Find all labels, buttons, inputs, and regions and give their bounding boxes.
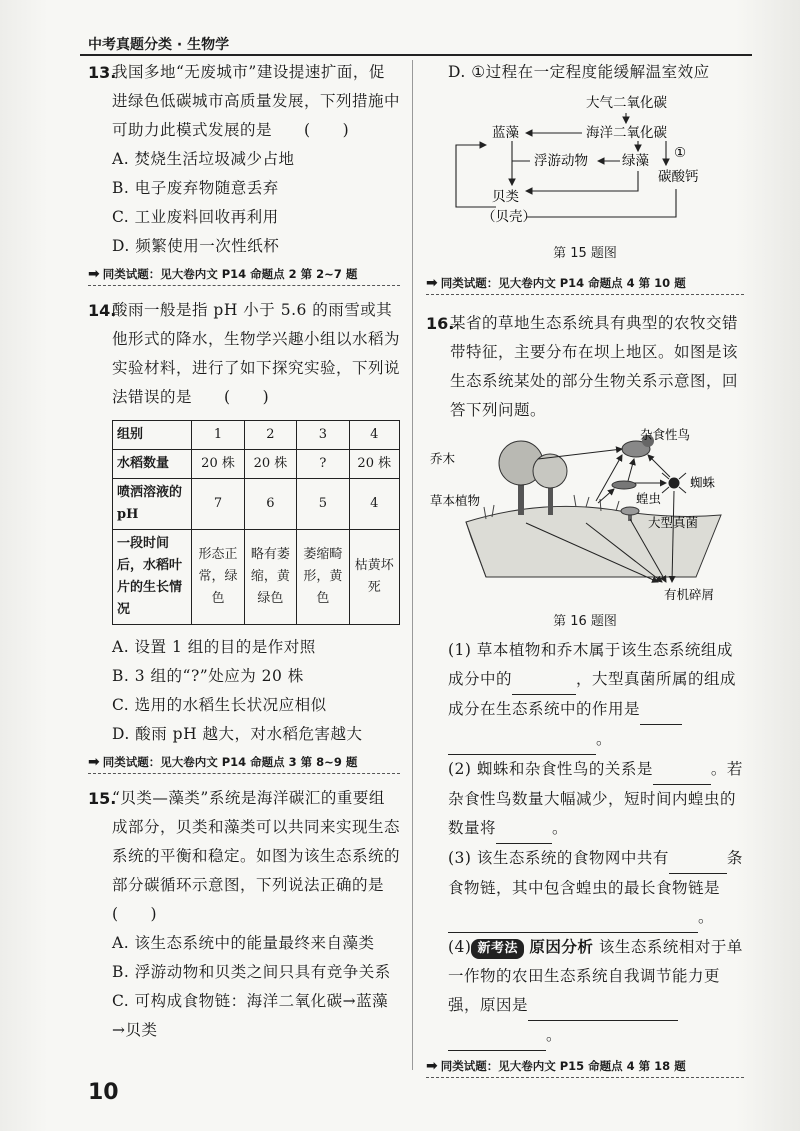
answer-blank[interactable] — [448, 725, 596, 755]
option-d[interactable]: D. ①过程在一定程度能缓解温室效应 — [448, 63, 710, 81]
answer-blank[interactable] — [448, 1021, 546, 1051]
right-column — [426, 58, 744, 1088]
locust-icon — [612, 481, 636, 489]
diagram-label-zoo: 浮游动物 — [534, 153, 588, 169]
column-divider — [412, 60, 413, 1070]
cause-analysis-label: 原因分析 — [529, 938, 594, 956]
option-a[interactable]: A. 设置 1 组的目的是作对照 — [112, 638, 316, 656]
diagram-label-caco3: 碳酸钙 — [658, 169, 699, 185]
similar-questions-ref: ➡ 同类试题：见大卷内文 P14 命题点 2 第 2~7 题 — [88, 265, 400, 286]
answer-blank[interactable] — [669, 844, 727, 874]
label-herb: 草本植物 — [430, 493, 481, 508]
diagram-label-green: 绿藻 — [622, 153, 649, 169]
left-column — [88, 58, 400, 1045]
table-row: 一段时间后，水稻叶片的生长情况 形态正常，绿色 略有萎缩，黄绿色 萎缩畸形，黄色 枯黄坏死 — [113, 530, 400, 625]
carbon-cycle-diagram — [426, 89, 744, 239]
option-a[interactable]: A. 焚烧生活垃圾减少占地 — [112, 150, 295, 168]
similar-questions-ref: ➡ 同类试题：见大卷内文 P15 命题点 4 第 18 题 — [426, 1057, 744, 1078]
table-row: 喷洒溶液的 pH 7 6 5 4 — [113, 479, 400, 530]
figure-15-caption: 第 15 题图 — [553, 246, 617, 261]
option-b[interactable]: B. 电子废弃物随意丢弃 — [112, 179, 279, 197]
sub-question-1: (1) 草本植物和乔木属于该生态系统组成成分中的 ，大型真菌所属的组成成分在生态系统中的作用是 。 — [426, 636, 744, 755]
arrow-right-icon: ➡ — [88, 266, 100, 282]
option-b[interactable]: B. 浮游动物和贝类之间只具有竞争关系 — [112, 963, 391, 981]
question-text: 某省的草地生态系统具有典型的农牧交错带特征，主要分布在坝上地区。如图是该生态系统某处的部分生物关系示意图，回答下列问题。 — [450, 314, 739, 419]
arrow-right-icon: ➡ — [426, 1058, 438, 1074]
question-13 — [88, 58, 400, 286]
question-15 — [88, 784, 400, 1045]
label-locust: 蝗虫 — [636, 491, 662, 506]
page-header-title: 中考真题分类 · 生物学 — [88, 37, 230, 53]
answer-blank[interactable] — [653, 755, 711, 785]
question-16 — [426, 309, 744, 1078]
question-number: 16. — [426, 314, 455, 333]
ecosystem-illustration — [426, 427, 744, 607]
question-text: 酸雨一般是指 pH 小于 5.6 的雨雪或其他形式的降水，生物学兴趣小组以水稻为实验材料，进行了如下探究实验，下列说法错误的是 — [112, 301, 401, 406]
option-d[interactable]: D. 频繁使用一次性纸杯 — [112, 237, 280, 255]
tree-icon — [499, 441, 567, 515]
table-row: 水稻数量 20 株 20 株 ? 20 株 — [113, 450, 400, 479]
sub-question-3: (3) 该生态系统的食物网中共有 条食物链，其中包含蝗虫的最长食物链是 。 — [426, 844, 744, 933]
label-debris: 有机碎屑 — [664, 587, 715, 602]
experiment-table — [112, 420, 400, 625]
new-method-badge: 新考法 — [471, 939, 524, 959]
arrow-right-icon: ➡ — [88, 754, 100, 770]
diagram-label-shellfish: 贝类 — [492, 189, 519, 205]
diagram-label-cyano: 蓝藻 — [492, 125, 519, 141]
label-tree: 乔木 — [430, 451, 456, 466]
answer-blank[interactable] — [496, 814, 552, 844]
question-text: “贝类—藻类”系统是海洋碳汇的重要组成部分，贝类和藻类可以共同来实现生态系统的平衡和稳定。如图为该生态系统的部分碳循环示意图，下列说法正确的是 — [112, 789, 401, 894]
question-14 — [88, 296, 400, 774]
arrow-right-icon: ➡ — [426, 275, 438, 291]
option-c[interactable]: C. 工业废料回收再利用 — [112, 208, 279, 226]
answer-blank[interactable] — [640, 695, 682, 725]
answer-blank[interactable] — [512, 665, 576, 695]
question-number: 14. — [88, 301, 117, 320]
option-c[interactable]: C. 可构成食物链：海洋二氧化碳→蓝藻→贝类 — [112, 992, 389, 1039]
answer-paren[interactable]: ( ) — [224, 388, 270, 406]
answer-blank[interactable] — [528, 991, 678, 1021]
diagram-label-shell: （贝壳） — [482, 209, 536, 225]
diagram-label-num1: ① — [674, 145, 687, 161]
answer-paren[interactable]: ( ) — [304, 121, 350, 139]
sub-question-4: (4) 新考法 原因分析 该生态系统相对于单一作物的农田生态系统自我调节能力更强，原因是 。 — [426, 933, 744, 1051]
option-d[interactable]: D. 酸雨 pH 越大，对水稻危害越大 — [112, 725, 363, 743]
diagram-label-sea-co2: 海洋二氧化碳 — [586, 125, 667, 141]
answer-blank[interactable] — [448, 903, 698, 933]
option-c[interactable]: C. 选用的水稻生长状况应相似 — [112, 696, 327, 714]
header-rule — [80, 54, 752, 56]
question-number: 13. — [88, 63, 117, 82]
diagram-label-atm-co2: 大气二氧化碳 — [586, 95, 667, 111]
option-b[interactable]: B. 3 组的“?”处应为 20 株 — [112, 667, 304, 685]
sub-question-2: (2) 蜘蛛和杂食性鸟的关系是 。若杂食性鸟数量大幅减少，短时间内蝗虫的数量将 。 — [426, 755, 744, 844]
answer-paren[interactable]: ( ) — [112, 905, 158, 923]
label-fungi: 大型真菌 — [648, 515, 699, 530]
similar-questions-ref: ➡ 同类试题：见大卷内文 P14 命题点 4 第 10 题 — [426, 274, 744, 295]
label-bird: 杂食性鸟 — [640, 427, 691, 442]
option-a[interactable]: A. 该生态系统中的能量最终来自藻类 — [112, 934, 375, 952]
figure-16-caption: 第 16 题图 — [553, 614, 617, 629]
page-number: 10 — [88, 1080, 119, 1105]
similar-questions-ref: ➡ 同类试题：见大卷内文 P14 命题点 3 第 8~9 题 — [88, 753, 400, 774]
question-text: 我国多地“无废城市”建设提速扩面，促进绿色低碳城市高质量发展，下列措施中可助力此模式发展的是 — [112, 63, 401, 139]
table-row: 组别 1 2 3 4 — [113, 421, 400, 450]
label-spider: 蜘蛛 — [690, 475, 716, 490]
question-number: 15. — [88, 789, 117, 808]
